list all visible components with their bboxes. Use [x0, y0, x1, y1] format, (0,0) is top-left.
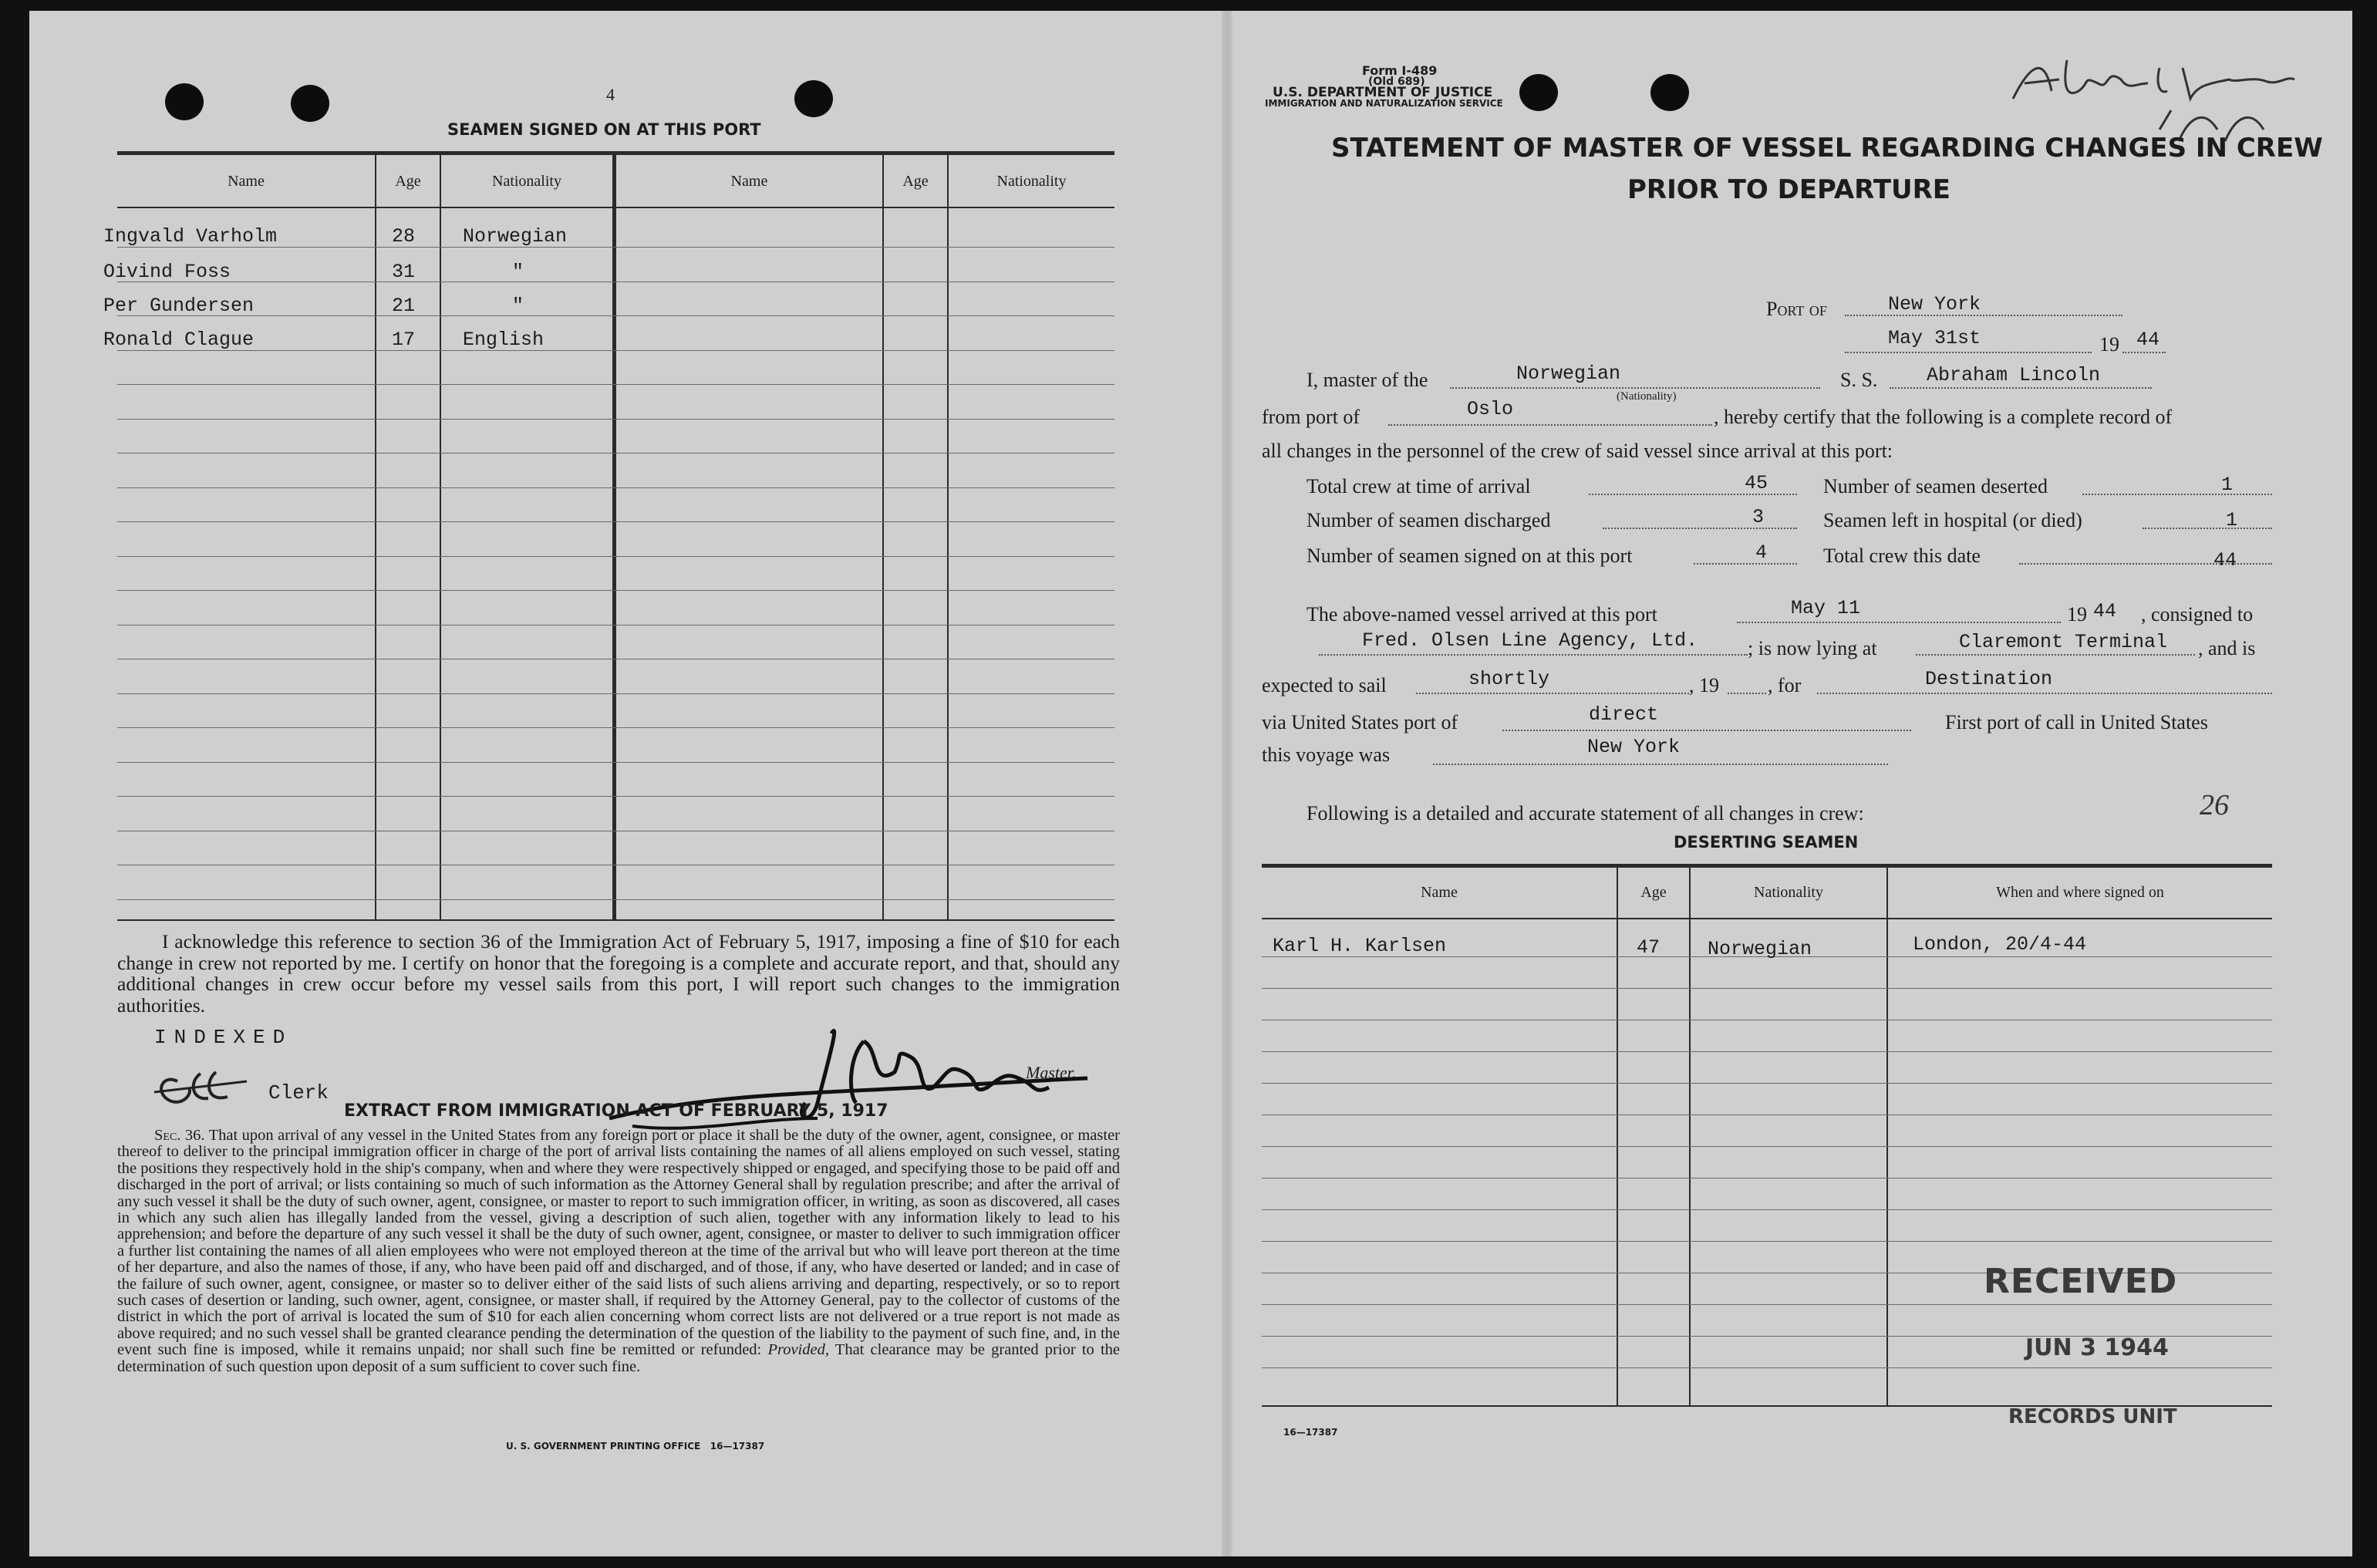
consigned-label: , consigned to: [2141, 603, 2254, 626]
clerk-label: Clerk: [268, 1081, 329, 1104]
from-port-label: from port of: [1262, 406, 1360, 428]
extract-heading: EXTRACT FROM IMMIGRATION ACT OF FEBRUARY 5, 1917: [344, 1101, 888, 1121]
deserted-value: 1: [2221, 474, 2234, 496]
total-crew-arrival-value: 45: [1745, 472, 1768, 494]
consignee-value: Fred. Olsen Line Agency, Ltd.: [1362, 629, 1698, 652]
total-crew-date-label: Total crew this date: [1823, 545, 1981, 567]
section-36-end: That clearance may be granted prior to the determination of such question upon deposit of a sum sufficient to cover such fine.: [117, 1341, 1121, 1375]
stamp-date: JUN 3 1944: [2025, 1334, 2169, 1361]
deserter-name: Karl H. Karlsen: [1273, 935, 1447, 957]
row-rule: [117, 590, 1114, 591]
row-rule: [1262, 988, 2272, 989]
column-header-name: Name: [228, 173, 265, 190]
ss-label: S. S.: [1840, 369, 1878, 391]
row-rule: [117, 315, 1114, 316]
ditto-mark: ": [512, 295, 524, 317]
stamp-received: RECEIVED: [1984, 1262, 2178, 1301]
seaman-name: Oivind Foss: [103, 261, 231, 283]
seaman-age: 21: [392, 295, 416, 317]
section-36-body: That upon arrival of any vessel in the United States from any foreign port or place it shall be the duty of the owner, agent, consignee, or master thereof to deliver to the principal immigration officer in charge of the port of arrival lists containing the names of all aliens employed on such vessel, stating the positions they respectively hold in the ship's company, when and where they were respectively shipped or engaged, and specifying those to be paid off and discharged in the port of arrival; or lists containing so much of such information as the Attorney General shall by regulation prescribe; and after the arrival of any such vessel it shall be the duty of such owner, agent, consignee, or master to report to such immigration officer, in writing, as soon as discovered, all cases in which any such alien has illegally landed from the vessel, giving a description of such alien, together with any information likely to lead to his apprehension; and before the departure of any such vessel it shall be the duty of such owner, agent, consignee, or master to deliver to such immigration officer a further list containing the names of all alien employees who were not employed thereon at the time of the arrival but who will leave port thereon at the time of her departure, and also the names of those, if any, who have been paid off and discharged, and of those, if any, who have deserted or landed; and in case of the failure of such owner, agent, consignee, or master so to deliver either of the said lists of such aliens arriving and departing, respectively, or so to report such cases of desertion or landing, such owner, agent, consignee, or master shall, if required by the Attorney General, pay to the collector of customs of the district in which the port of arrival is located the sum of $10 for each alien concerning whom correct lists are not delivered or a true report is not made as above required; and no such vessel shall be granted clearance pending the determination of the question of the liability to the payment of such fine, and, in the event such fine is imposed, while it remains unpaid; nor shall such fine be remitted or refunded:: [117, 1127, 1120, 1359]
arrived-value: May 11: [1791, 597, 1861, 619]
row-rule: [117, 625, 1114, 626]
seaman-nationality: English: [463, 329, 545, 351]
voyage-label: this voyage was: [1262, 744, 1391, 766]
column-header-nationality: Nationality: [996, 173, 1067, 190]
certify-text-2: all changes in the personnel of the crew of said vessel since arrival at this port:: [1262, 440, 1893, 462]
row-rule: [1262, 1209, 2272, 1210]
punch-hole: [291, 85, 329, 122]
arrived-year: 44: [2093, 600, 2117, 622]
column-header-nationality: Nationality: [1754, 884, 1823, 901]
punch-hole: [794, 80, 833, 117]
nationality-value: Norwegian: [1516, 362, 1621, 385]
year-prefix: 19: [2099, 333, 2119, 356]
from-port-value: Oslo: [1467, 398, 1514, 420]
deserter-signed-on: London, 20/4-44: [1913, 933, 2087, 956]
discharged-value: 3: [1752, 506, 1765, 528]
row-rule: [117, 556, 1114, 557]
row-rule: [117, 796, 1114, 797]
seaman-name: Per Gundersen: [103, 295, 255, 317]
port-value: New York: [1888, 293, 1981, 315]
total-crew-date-value: 44: [2213, 549, 2237, 572]
seaman-age: 17: [392, 329, 416, 351]
lying-label: ; is now lying at: [1748, 637, 1877, 659]
column-header-name: Name: [730, 173, 768, 190]
row-rule: [117, 453, 1114, 454]
row-rule: [1262, 1114, 2272, 1115]
nationality-caption: (Nationality): [1617, 390, 1677, 403]
deserting-heading: DESERTING SEAMEN: [1674, 833, 1859, 851]
column-header-age: Age: [1640, 884, 1667, 901]
row-rule: [117, 521, 1114, 522]
section-36-provided: Provided,: [767, 1341, 829, 1359]
arrived-year-prefix: 19: [2067, 603, 2087, 626]
row-rule: [1262, 1051, 2272, 1052]
signed-on-label: Number of seamen signed on at this port: [1307, 545, 1633, 567]
deserter-age: 47: [1637, 936, 1661, 959]
row-rule: [117, 350, 1114, 351]
master-label: Master.: [1026, 1063, 1077, 1082]
seaman-nationality: Norwegian: [463, 225, 568, 248]
column-header-name: Name: [1421, 884, 1458, 901]
deserted-label: Number of seamen deserted: [1823, 475, 2048, 497]
service: IMMIGRATION AND NATURALIZATION SERVICE: [1265, 98, 1503, 109]
punch-hole: [165, 83, 204, 120]
column-header-age: Age: [395, 173, 421, 190]
first-port-label: First port of call in United States: [1945, 711, 2208, 733]
column-header-age: Age: [902, 173, 929, 190]
expected-value: shortly: [1468, 668, 1550, 690]
port-label: Port of: [1766, 298, 1827, 320]
footer-code: 16—17387: [1283, 1427, 1338, 1438]
certify-text: , hereby certify that the following is a complete record of: [1714, 406, 2173, 428]
deserter-nationality: Norwegian: [1708, 938, 1812, 960]
arrived-label: The above-named vessel arrived at this port: [1307, 603, 1657, 626]
page-number: 4: [606, 85, 615, 104]
form-title: PRIOR TO DEPARTURE: [1627, 174, 1951, 205]
for-value: Destination: [1925, 668, 2053, 690]
acknowledgement-text: I acknowledge this reference to section 36 of the Immigration Act of February 5, 1917, imposing a fine of $10 for each change in crew not reported by me. I certify on honor that the foregoing is a complete and accurate report, and that, should any additional changes in crew occur before my vessel sails from this port, I will report such changes to the immigration authorities.: [117, 930, 1120, 1017]
seaman-age: 31: [392, 261, 416, 283]
seaman-name: Ingvald Varholm: [103, 225, 278, 248]
form-old-number: (Old 689): [1368, 76, 1425, 88]
row-rule: [1262, 1178, 2272, 1179]
section-36-text: [117, 1128, 1120, 1375]
form-title: STATEMENT OF MASTER OF VESSEL REGARDING CHANGES IN CREW: [1331, 133, 2323, 164]
via-label: via United States port of: [1262, 711, 1458, 733]
signed-on-heading: SEAMEN SIGNED ON AT THIS PORT: [447, 120, 761, 139]
stamp-unit: RECORDS UNIT: [2008, 1405, 2177, 1428]
column-header-nationality: Nationality: [492, 173, 561, 190]
hospital-label: Seamen left in hospital (or died): [1823, 509, 2082, 531]
row-rule: [117, 419, 1114, 420]
voyage-value: New York: [1587, 736, 1681, 758]
seaman-name: Ronald Clague: [103, 329, 255, 351]
row-rule: [1262, 1241, 2272, 1242]
master-of-label: I, master of the: [1307, 369, 1428, 391]
year-value: 44: [2136, 329, 2160, 351]
following-text: Following is a detailed and accurate statement of all changes in crew:: [1307, 802, 1864, 824]
row-rule: [1262, 1083, 2272, 1084]
row-rule: [117, 693, 1114, 694]
expected-label: expected to sail: [1262, 674, 1387, 696]
section-36-label: Sec. 36.: [154, 1127, 205, 1144]
for-label: , for: [1768, 674, 1802, 696]
punch-hole: [1519, 74, 1558, 111]
via-value: direct: [1589, 703, 1659, 726]
form-number: Form I-489: [1362, 63, 1438, 78]
row-rule: [117, 384, 1114, 385]
row-rule: [117, 762, 1114, 763]
discharged-label: Number of seamen discharged: [1307, 509, 1551, 531]
and-is-label: , and is: [2198, 637, 2256, 659]
total-crew-arrival-label: Total crew at time of arrival: [1307, 475, 1531, 497]
indexed-stamp: INDEXED: [154, 1026, 293, 1049]
row-rule: [117, 899, 1114, 900]
sail-year-prefix: , 19: [1689, 674, 1719, 696]
clerk-initials: [147, 1058, 255, 1112]
row-rule: [1262, 1146, 2272, 1147]
row-rule: [1262, 1304, 2272, 1305]
seaman-age: 28: [392, 225, 416, 248]
signed-on-value: 4: [1755, 541, 1768, 564]
row-rule: [117, 487, 1114, 488]
ship-value: Abraham Lincoln: [1927, 364, 2101, 386]
date-value: May 31st: [1888, 327, 1981, 349]
hospital-value: 1: [2226, 509, 2238, 531]
column-header-signed-on: When and where signed on: [1996, 884, 2164, 901]
lying-value: Claremont Terminal: [1959, 631, 2168, 653]
ditto-mark: ": [512, 261, 524, 283]
row-rule: [1262, 1367, 2272, 1368]
department: U.S. DEPARTMENT OF JUSTICE: [1273, 85, 1493, 100]
punch-hole: [1650, 74, 1689, 111]
count-note: 26: [2200, 789, 2229, 821]
row-rule: [117, 727, 1114, 728]
printing-office: U. S. GOVERNMENT PRINTING OFFICE 16—17387: [506, 1441, 765, 1452]
page-fold: [1222, 11, 1232, 1556]
